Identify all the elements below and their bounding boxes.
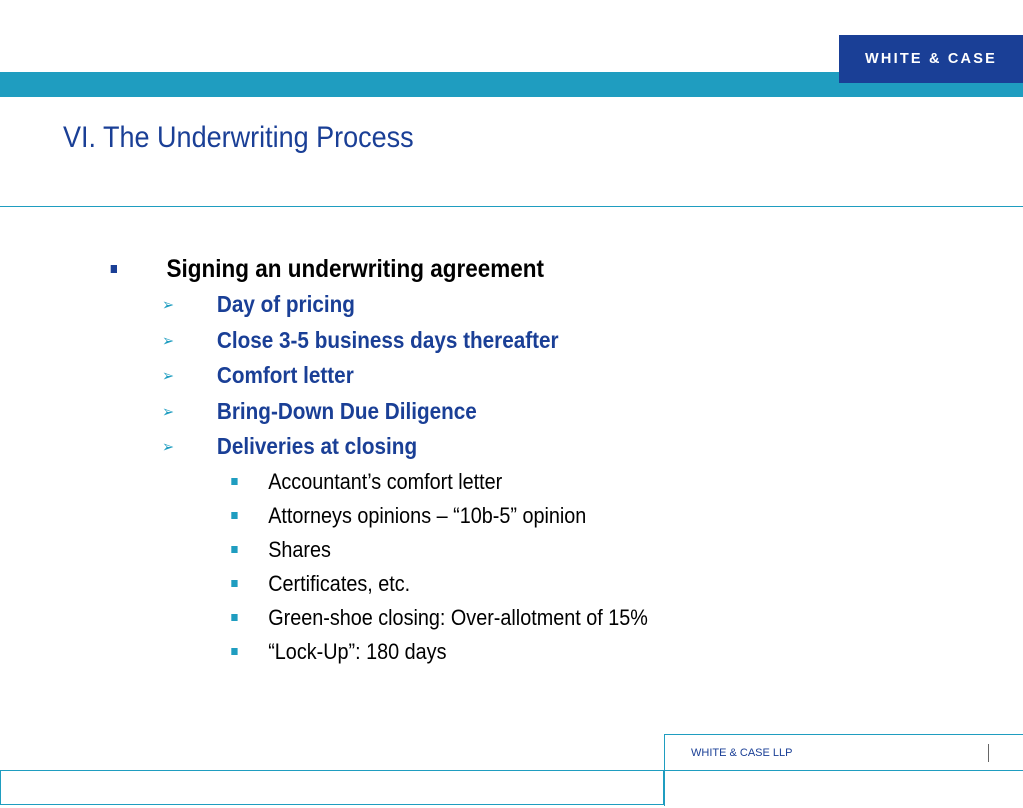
sub-item-text: Bring-Down Due Diligence: [216, 398, 477, 424]
slide-title: VI. The Underwriting Process: [63, 121, 414, 154]
arrow-bullet-icon: ➢: [162, 368, 175, 385]
arrow-bullet-icon: ➢: [162, 404, 175, 421]
delivery-item-text: Green-shoe closing: Over-allotment of 15%: [268, 605, 648, 630]
delivery-item-text: Accountant’s comfort letter: [268, 469, 503, 494]
square-bullet-icon: [231, 648, 237, 655]
square-bullet-icon: [111, 265, 117, 273]
logo-text: WHITE & CASE: [865, 51, 997, 67]
arrow-bullet-icon: ➢: [162, 333, 175, 350]
delivery-item-text: Certificates, etc.: [268, 571, 411, 596]
square-bullet-icon: [231, 512, 237, 519]
sub-item-text: Close 3-5 business days thereafter: [216, 327, 559, 353]
delivery-item-text: “Lock-Up”: 180 days: [268, 639, 447, 664]
square-bullet-icon: [231, 546, 237, 553]
footer-firm-name: WHITE & CASE LLP: [691, 747, 793, 759]
main-bullet-text: Signing an underwriting agreement: [166, 255, 545, 283]
footer-lower-divider: [664, 770, 665, 806]
sub-item-text: Day of pricing: [216, 291, 355, 317]
square-bullet-icon: [231, 580, 237, 587]
delivery-item-text: Attorneys opinions – “10b-5” opinion: [268, 503, 587, 528]
sub-item-text: Deliveries at closing: [216, 433, 418, 459]
arrow-bullet-icon: ➢: [162, 439, 175, 456]
square-bullet-icon: [231, 478, 237, 485]
title-divider: [0, 206, 1023, 207]
footer-firm-box: [664, 734, 1023, 771]
firm-logo: [839, 35, 1023, 83]
footer-divider: [988, 744, 989, 762]
delivery-item-text: Shares: [268, 537, 331, 562]
square-bullet-icon: [231, 614, 237, 621]
arrow-bullet-icon: ➢: [162, 297, 175, 314]
footer-left-box: [0, 770, 664, 805]
sub-item-text: Comfort letter: [216, 362, 354, 388]
